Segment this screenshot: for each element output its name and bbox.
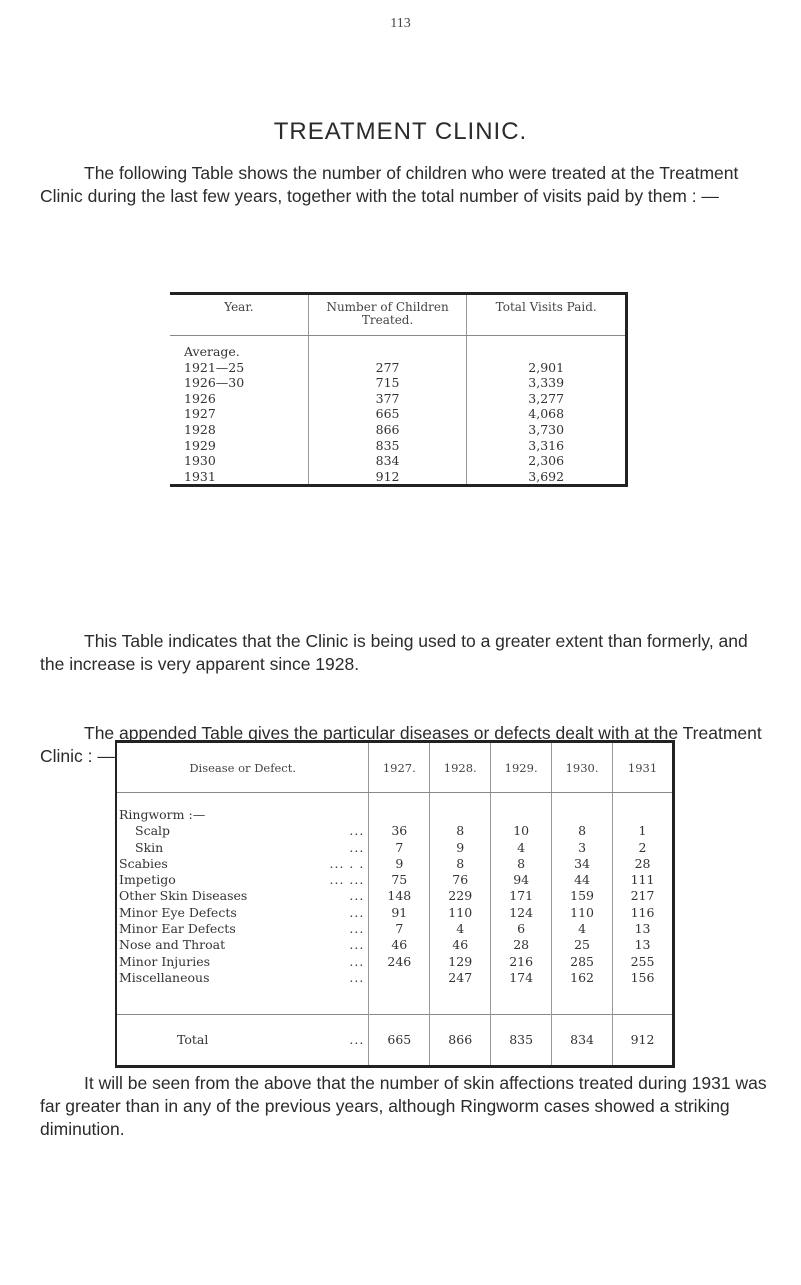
leader-dots: ...	[349, 839, 365, 855]
year-cell: Average.	[184, 344, 240, 359]
table-row	[116, 840, 674, 856]
total-row	[116, 1015, 674, 1067]
table-row	[170, 406, 627, 422]
middle-paragraph-text: This Table indicates that the Clinic is being used to a greater extent than formerly, and the increase is very apparent since 1928.	[40, 631, 748, 674]
table-header-row	[116, 742, 674, 793]
empty-cell	[430, 986, 491, 1015]
value-cell: 13	[613, 937, 674, 953]
table-row	[116, 921, 674, 937]
value-cell: 159	[552, 888, 613, 904]
value-cell	[369, 970, 430, 986]
table-row	[116, 856, 674, 872]
value-cell: 13	[613, 921, 674, 937]
value-cell: 834	[552, 1015, 613, 1067]
value-cell: 8	[552, 823, 613, 839]
table-row	[170, 453, 627, 469]
visits-cell: 2,306	[467, 453, 627, 469]
visits-cell: 2,901	[467, 360, 627, 376]
year-cell: 1921—25	[184, 359, 245, 375]
table-row	[170, 375, 627, 391]
table-row	[170, 360, 627, 376]
intro-paragraph	[40, 162, 770, 208]
year-cell: 1930	[184, 453, 216, 469]
value-cell: 91	[369, 905, 430, 921]
column-header-children: Number of Children Treated.	[308, 294, 467, 336]
empty-cell	[491, 807, 552, 823]
leader-dots: ...	[349, 888, 365, 904]
leader-dots: ...	[349, 953, 365, 969]
leader-dots: ...	[349, 904, 365, 920]
value-cell: 171	[491, 888, 552, 904]
disease-label-cell	[116, 840, 369, 856]
spacer-row	[116, 986, 674, 1015]
disease-label-cell	[116, 872, 369, 888]
value-cell: 25	[552, 937, 613, 953]
year-cell: 1929	[184, 437, 216, 453]
disease-label: Total	[177, 1032, 209, 1048]
year-cell: 1927	[184, 406, 216, 422]
value-cell: 255	[613, 954, 674, 970]
table-row	[170, 469, 627, 486]
value-cell: 116	[613, 905, 674, 921]
disease-label-cell	[116, 954, 369, 970]
page-number: 113	[390, 16, 411, 31]
column-header-year: Year.	[170, 294, 308, 336]
empty-cell	[552, 793, 613, 808]
value-cell: 156	[613, 970, 674, 986]
children-cell: 377	[308, 391, 467, 407]
empty-cell	[552, 986, 613, 1015]
value-cell: 285	[552, 954, 613, 970]
empty-cell	[430, 807, 491, 823]
value-cell: 866	[430, 1015, 491, 1067]
children-cell: 715	[308, 375, 467, 391]
children-cell	[308, 336, 467, 360]
group-row	[116, 807, 674, 823]
column-header-1928: 1928.	[430, 742, 491, 793]
value-cell: 4	[491, 840, 552, 856]
visits-cell: 4,068	[467, 406, 627, 422]
table-header-row	[170, 294, 627, 336]
children-cell: 835	[308, 438, 467, 454]
value-cell: 162	[552, 970, 613, 986]
disease-label: Miscellaneous	[119, 969, 210, 985]
value-cell: 111	[613, 872, 674, 888]
disease-label-cell	[116, 856, 369, 872]
value-cell: 7	[369, 840, 430, 856]
disease-label: Scabies	[119, 855, 168, 871]
value-cell: 46	[369, 937, 430, 953]
intro-paragraph-text: The following Table shows the number of children who were treated at the Treatment Clinic during the last few years, together with the total number of visits paid by them : —	[40, 163, 739, 206]
value-cell: 124	[491, 905, 552, 921]
leader-dots: ... . .	[329, 855, 365, 871]
middle-paragraph	[40, 630, 770, 676]
column-header-1931: 1931	[613, 742, 674, 793]
year-cell: 1926	[184, 390, 216, 406]
children-cell: 834	[308, 453, 467, 469]
value-cell: 110	[430, 905, 491, 921]
children-cell: 277	[308, 360, 467, 376]
year-cell: 1931	[184, 468, 216, 484]
appended-paragraph-text: The appended Table gives the particular diseases or defects dealt with at the Treatment Clinic : —	[40, 723, 762, 766]
value-cell: 246	[369, 954, 430, 970]
empty-cell	[552, 807, 613, 823]
group-label: Ringworm :—	[119, 807, 206, 822]
visits-cell: 3,277	[467, 391, 627, 407]
column-header-visits: Total Visits Paid.	[467, 294, 627, 336]
disease-label-cell	[116, 921, 369, 937]
disease-label: Minor Injuries	[119, 953, 211, 969]
value-cell: 148	[369, 888, 430, 904]
table-row	[116, 888, 674, 904]
value-cell: 3	[552, 840, 613, 856]
empty-cell	[613, 986, 674, 1015]
visits-cell: 3,316	[467, 438, 627, 454]
value-cell: 1	[613, 823, 674, 839]
value-cell: 7	[369, 921, 430, 937]
disease-label-cell	[116, 937, 369, 953]
disease-label-cell	[116, 823, 369, 839]
column-header-1927: 1927.	[369, 742, 430, 793]
year-cell: 1926—30	[184, 375, 245, 391]
disease-label-cell	[116, 970, 369, 986]
table-row	[170, 336, 627, 360]
empty-cell	[491, 793, 552, 808]
value-cell: 110	[552, 905, 613, 921]
value-cell: 28	[491, 937, 552, 953]
value-cell: 8	[430, 856, 491, 872]
column-header-1930: 1930.	[552, 742, 613, 793]
value-cell: 44	[552, 872, 613, 888]
leader-dots: ...	[349, 937, 365, 953]
value-cell: 665	[369, 1015, 430, 1067]
empty-cell	[116, 986, 369, 1015]
disease-label: Scalp	[135, 823, 171, 839]
value-cell: 6	[491, 921, 552, 937]
value-cell: 216	[491, 954, 552, 970]
table-row	[116, 954, 674, 970]
value-cell: 912	[613, 1015, 674, 1067]
spacer-row	[116, 793, 674, 808]
visits-cell: 3,730	[467, 422, 627, 438]
value-cell: 34	[552, 856, 613, 872]
value-cell: 229	[430, 888, 491, 904]
empty-cell	[369, 986, 430, 1015]
leader-dots: ...	[349, 921, 365, 937]
value-cell: 4	[552, 921, 613, 937]
value-cell: 835	[491, 1015, 552, 1067]
value-cell: 76	[430, 872, 491, 888]
disease-label: Minor Ear Defects	[119, 921, 236, 937]
visits-cell: 3,339	[467, 375, 627, 391]
children-treated-table	[170, 292, 628, 487]
closing-paragraph-text: It will be seen from the above that the number of skin affections treated during 1931 was far greater than in any of the previous years, although Ringworm cases showed a striking diminution.	[40, 1073, 767, 1139]
visits-cell	[467, 336, 627, 360]
value-cell: 28	[613, 856, 674, 872]
empty-cell	[369, 793, 430, 808]
value-cell: 46	[430, 937, 491, 953]
empty-cell	[613, 807, 674, 823]
value-cell: 2	[613, 840, 674, 856]
table-row	[116, 872, 674, 888]
page-title: TREATMENT CLINIC.	[273, 118, 528, 145]
children-cell: 866	[308, 422, 467, 438]
leader-dots: ...	[349, 823, 365, 839]
empty-cell	[613, 793, 674, 808]
value-cell: 129	[430, 954, 491, 970]
value-cell: 10	[491, 823, 552, 839]
empty-cell	[430, 793, 491, 808]
empty-cell	[116, 793, 369, 808]
value-cell: 4	[430, 921, 491, 937]
children-cell: 665	[308, 406, 467, 422]
children-cell: 912	[308, 469, 467, 486]
value-cell: 8	[430, 823, 491, 839]
disease-label: Minor Eye Defects	[119, 904, 237, 920]
closing-paragraph	[40, 1072, 770, 1141]
disease-label: Skin	[135, 839, 164, 855]
empty-cell	[491, 986, 552, 1015]
column-header-1929: 1929.	[491, 742, 552, 793]
value-cell: 217	[613, 888, 674, 904]
value-cell: 75	[369, 872, 430, 888]
leader-dots: ...	[349, 969, 365, 985]
disease-label-cell	[116, 888, 369, 904]
value-cell: 36	[369, 823, 430, 839]
table-row	[116, 970, 674, 986]
leader-dots: ... ...	[329, 872, 365, 888]
table-row	[170, 438, 627, 454]
year-cell: 1928	[184, 421, 216, 437]
disease-label: Other Skin Diseases	[119, 888, 248, 904]
table-row	[170, 391, 627, 407]
value-cell: 9	[430, 840, 491, 856]
value-cell: 247	[430, 970, 491, 986]
table-row	[116, 905, 674, 921]
disease-label-cell	[116, 1015, 369, 1067]
value-cell: 174	[491, 970, 552, 986]
value-cell: 9	[369, 856, 430, 872]
diseases-table-body	[116, 793, 674, 1067]
table-row	[116, 937, 674, 953]
table-row	[170, 422, 627, 438]
empty-cell	[369, 807, 430, 823]
disease-label: Nose and Throat	[119, 937, 226, 953]
visits-cell: 3,692	[467, 469, 627, 486]
disease-label-cell	[116, 905, 369, 921]
value-cell: 8	[491, 856, 552, 872]
diseases-table	[115, 740, 675, 1068]
leader-dots: ...	[349, 1032, 365, 1048]
column-header-disease: Disease or Defect.	[116, 742, 369, 793]
disease-label: Impetigo	[119, 872, 176, 888]
children-treated-table-body	[170, 336, 627, 486]
table-row	[116, 823, 674, 839]
value-cell: 94	[491, 872, 552, 888]
